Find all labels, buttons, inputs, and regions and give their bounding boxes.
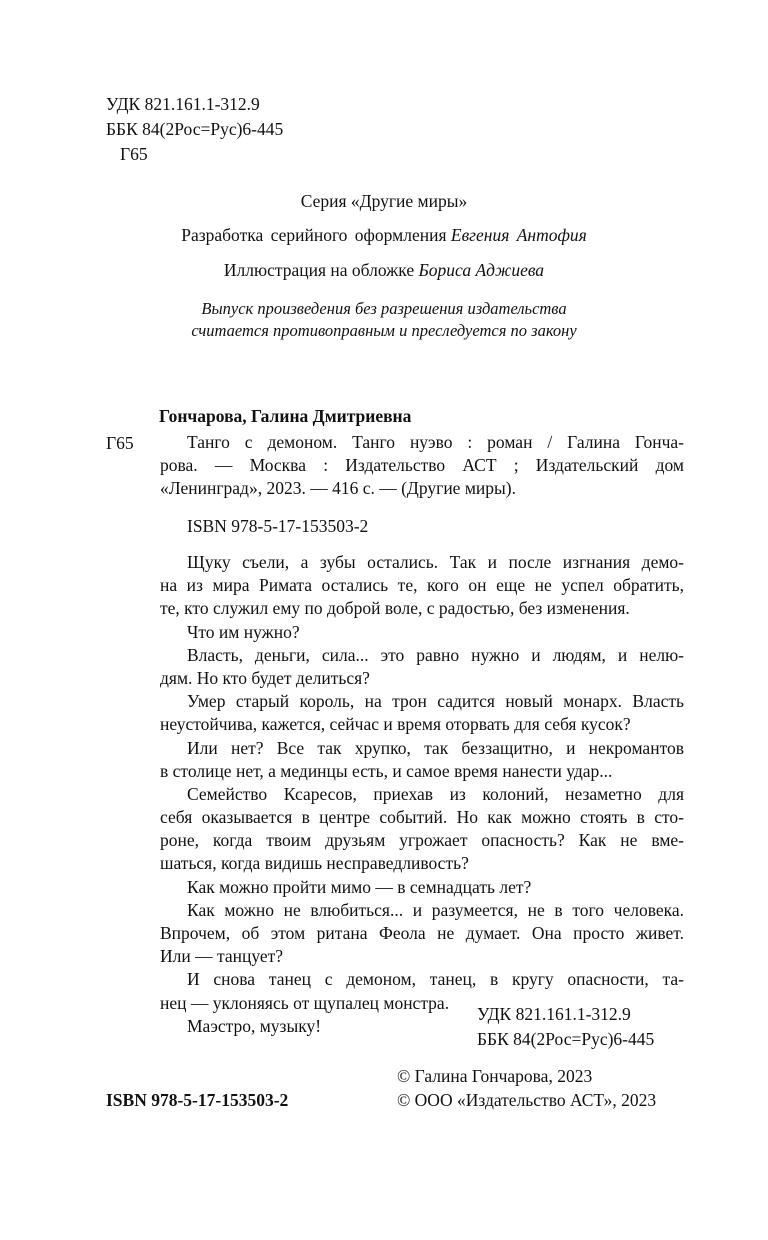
udk-code: УДК 821.161.1-312.9 [106, 94, 260, 114]
illustration-credit-prefix: Иллюстрация на обложке [223, 260, 415, 280]
annotation-line: Семейство Ксаресов, приехав из колоний, незаметно для [187, 783, 684, 804]
annotation-line: роне, когда твоим друзьям угрожает опасность? Как не вме- [160, 830, 684, 851]
annotation-line: шаться, когда видишь несправедливость? [160, 853, 469, 874]
author-mark: Г65 [120, 144, 148, 164]
copyright-warning-line-2: считается противоправным и преследуется по закону [191, 321, 577, 340]
copyright-publisher: © ООО «Издательство АСТ», 2023 [397, 1090, 657, 1110]
footer-bbk: ББК 84(2Рос=Рус)6-445 [477, 1029, 655, 1049]
annotation-line: Власть, деньги, сила... это равно нужно и людям, и нелю- [187, 644, 684, 665]
footer-udk: УДК 821.161.1-312.9 [477, 1004, 631, 1024]
annotation-line: Как можно не влюбиться... и разумеется, не в того человека. [187, 899, 684, 920]
annotation-line: неустойчива, кажется, сейчас и время оторвать для себя кусок? [160, 714, 631, 735]
copyright-warning-line-1: Выпуск произведения без разрешения издательства [201, 299, 567, 318]
catalog-line-3: «Ленинград», 2023. — 416 с. — (Другие миры). [160, 478, 516, 499]
annotation-line: дям. Но кто будет делиться? [160, 667, 370, 688]
annotation-line: Или — танцует? [160, 946, 284, 967]
annotation [160, 551, 684, 1038]
annotation-line: в столице нет, а мединцы есть, и самое время нанести удар... [160, 760, 613, 781]
illustration-credit-name: Бориса Аджиева [418, 260, 545, 280]
annotation-line: Как можно пройти мимо — в семнадцать лет? [187, 876, 532, 897]
design-credit-name: Евгения Антофия [450, 225, 587, 245]
annotation-line: Или нет? Все так хрупко, так беззащитно, и некромантов [187, 737, 684, 758]
annotation-line: себя оказывается в центре событий. Но как можно стоять в сто- [160, 807, 684, 828]
copyright-author: © Галина Гончарова, 2023 [397, 1066, 593, 1086]
catalog-line-2: рова. — Москва : Издательство АСТ ; Издательский дом [160, 455, 684, 476]
design-credit [0, 224, 768, 246]
illustration-credit [0, 259, 768, 281]
annotation-line: те, кто служил ему по доброй воле, с радостью, без изменения. [160, 598, 630, 619]
catalog-description [160, 431, 684, 501]
annotation-line: Маэстро, музыку! [187, 1015, 322, 1036]
footer-isbn: ISBN 978-5-17-153503-2 [106, 1090, 289, 1110]
annotation-line: нец — уклоняясь от щупалец монстра. [160, 992, 450, 1013]
design-credit-prefix: Разработка серийного оформления [181, 225, 447, 245]
catalog-line-1: Танго с демоном. Танго нуэво : роман / Галина Гонча- [187, 432, 684, 452]
catalog-isbn: ISBN 978-5-17-153503-2 [187, 516, 369, 536]
catalog-author: Гончарова, Галина Дмитриевна [159, 406, 412, 426]
bbk-code: ББК 84(2Рос=Рус)6-445 [106, 119, 284, 139]
annotation-line: Впрочем, об этом ритана Феола не думает. Она просто живет. [160, 923, 684, 943]
annotation-line: Щуку съели, а зубы остались. Так и после изгнания демо- [187, 552, 684, 572]
annotation-line: Что им нужно? [187, 621, 300, 642]
catalog-mark: Г65 [106, 433, 134, 453]
annotation-line: на из мира Римата остались те, кого он еще не успел обратить, [160, 575, 684, 596]
annotation-line: Умер старый король, на трон садится новый монарх. Власть [187, 691, 684, 712]
series-line: Серия «Другие миры» [300, 191, 468, 211]
annotation-line: И снова танец с демоном, танец, в кругу опасности, та- [187, 969, 684, 990]
